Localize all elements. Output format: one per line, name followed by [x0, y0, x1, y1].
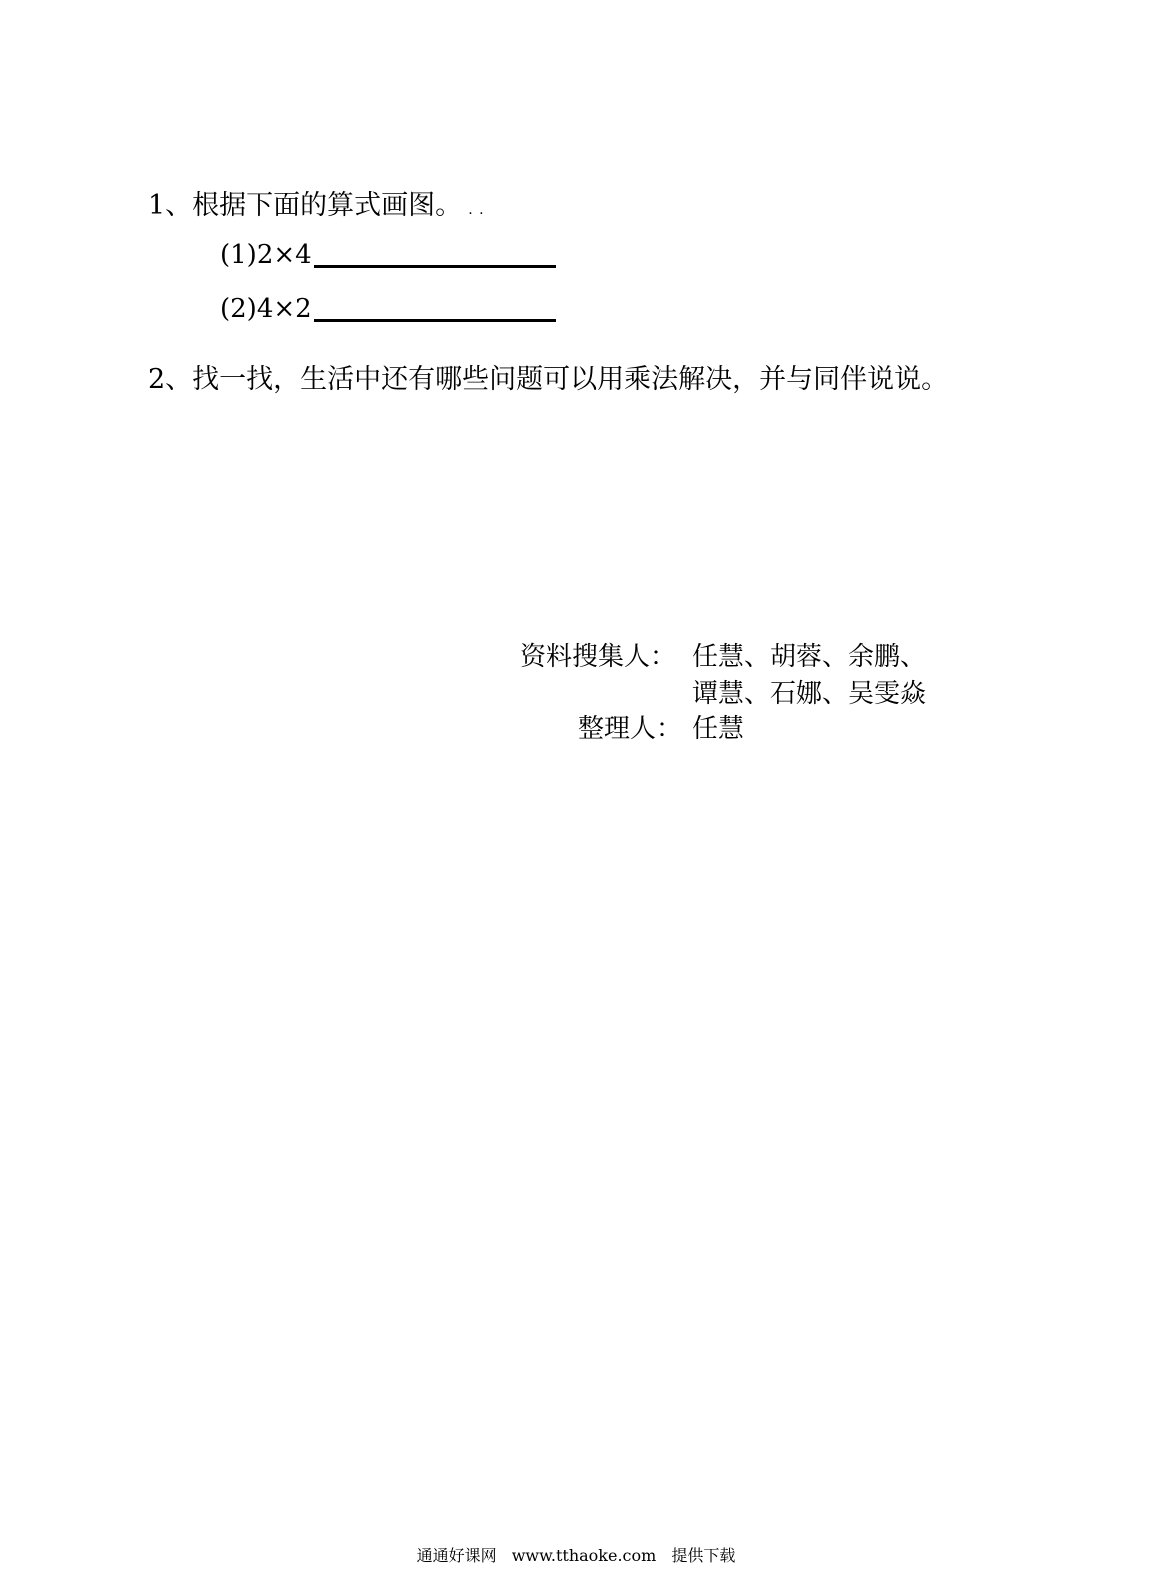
question-1-item-2 [220, 292, 556, 326]
question-1-trailing-mark: . . [468, 202, 485, 218]
page-footer [0, 1545, 1152, 1567]
question-1-item-1 [220, 238, 556, 272]
collectors-names-line-2: 谭慧、石娜、吴雯焱 [692, 679, 927, 709]
item-2-label: (2)4×2 [220, 294, 312, 324]
question-1 [148, 188, 485, 228]
answer-blank-2[interactable] [314, 319, 556, 322]
collectors-names-line-1: 任慧、胡蓉、余鹏、 [692, 642, 927, 672]
footer-url[interactable]: www.tthaoke.com [511, 1546, 657, 1565]
question-1-text: 1、根据下面的算式画图。 [148, 190, 463, 221]
answer-blank-1[interactable] [314, 265, 556, 268]
question-2 [148, 362, 948, 398]
footer-note: 提供下载 [671, 1546, 736, 1565]
item-1-label: (1)2×4 [220, 240, 312, 270]
collectors-label: 资料搜集人： [520, 642, 677, 672]
footer-site-name: 通通好课网 [416, 1546, 497, 1565]
question-2-text: 2、找一找，生活中还有哪些问题可以用乘法解决，并与同伴说说。 [148, 364, 949, 395]
organizer-label: 整理人： [578, 714, 683, 744]
organizer-name: 任慧 [692, 714, 745, 744]
